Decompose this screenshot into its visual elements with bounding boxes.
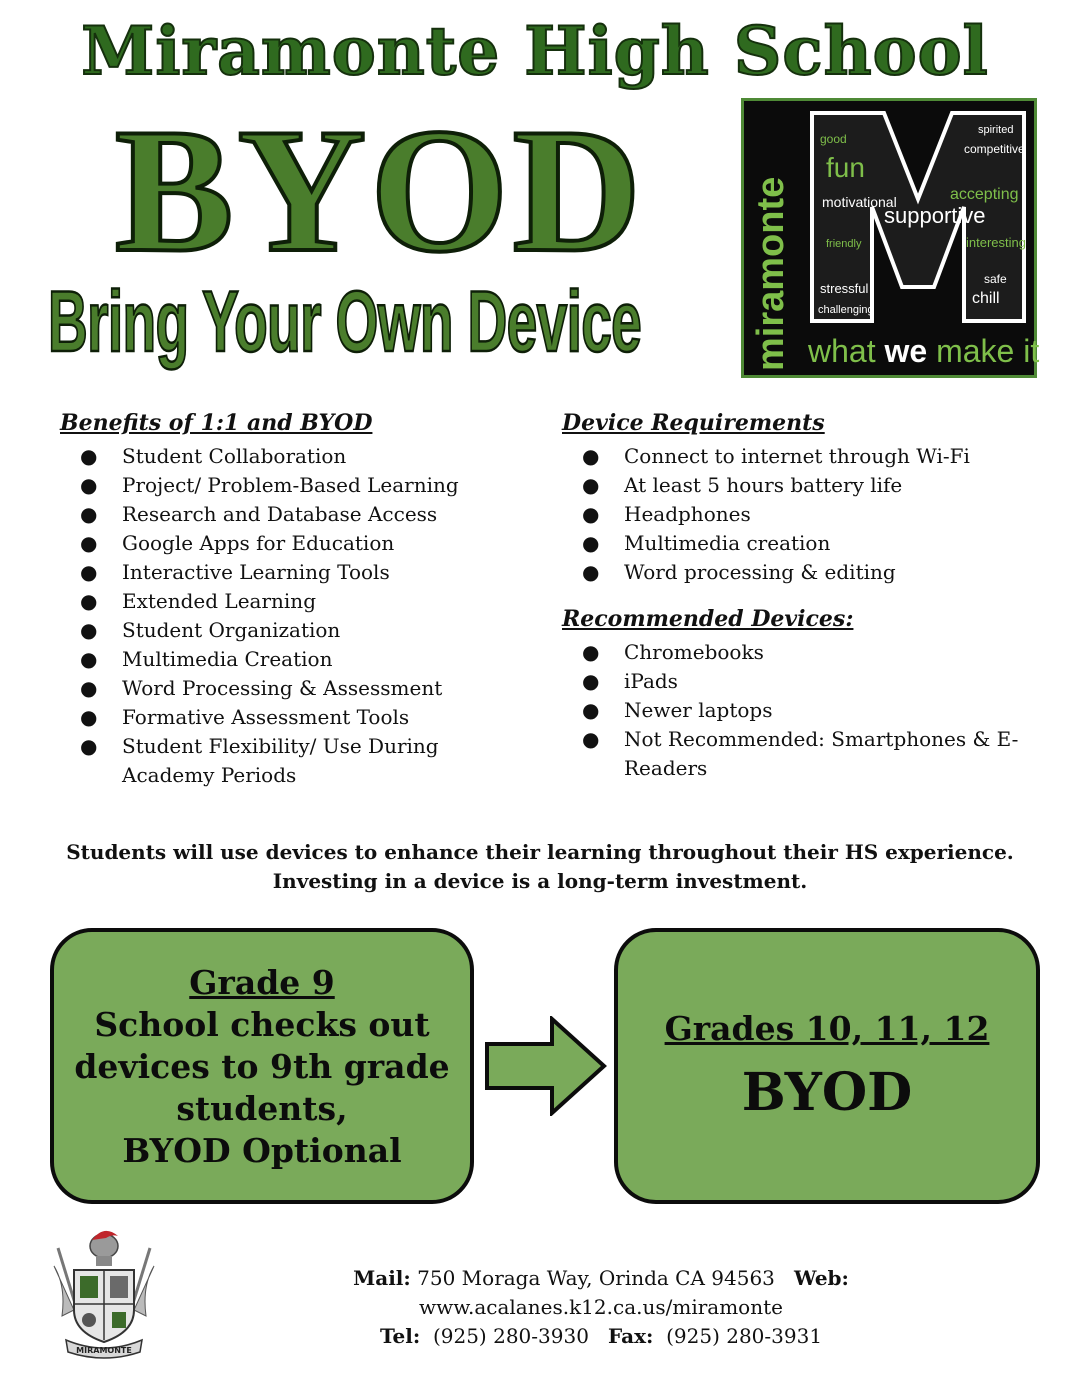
grade9-heading: Grade 9 xyxy=(189,963,335,1002)
school-crest-icon xyxy=(52,1226,156,1360)
list-item: ● Student Flexibility/ Use During Academy Periods xyxy=(80,734,439,787)
school-name: Miramonte High School xyxy=(81,12,989,90)
cloud-word: interesting xyxy=(966,235,1026,250)
contact-line-2 xyxy=(300,1293,902,1322)
upper-grades-box xyxy=(614,928,1040,1204)
logo-tagline-a: what xyxy=(808,333,876,369)
fax-number: (925) 280-3931 xyxy=(666,1324,823,1348)
bullet-icon: ● xyxy=(80,444,98,468)
contact-line-3 xyxy=(300,1322,902,1351)
tel-label: Tel: xyxy=(379,1324,421,1348)
bullet-icon: ● xyxy=(582,502,600,526)
list-item: ● Headphones xyxy=(562,500,1012,529)
bullet-icon: ● xyxy=(80,560,98,584)
bullet-icon: ● xyxy=(80,589,98,613)
grade9-line-4: BYOD Optional xyxy=(122,1131,402,1170)
bullet-icon: ● xyxy=(80,705,98,729)
bullet-icon: ● xyxy=(582,698,600,722)
logo-tagline-c: make it xyxy=(936,333,1040,369)
page-title: BYOD xyxy=(114,91,646,289)
contact-line-1 xyxy=(300,1264,902,1293)
crest-label: MIRAMONTE xyxy=(76,1346,132,1355)
cloud-word: safe xyxy=(984,272,1007,286)
list-item: ● Chromebooks xyxy=(562,638,1012,667)
requirements-heading: Device Requirements xyxy=(562,410,825,436)
bullet-icon: ● xyxy=(582,640,600,664)
mail-label: Mail: xyxy=(353,1266,411,1290)
cloud-word: motivational xyxy=(822,194,897,210)
statement-line-2: Investing in a device is a long-term investment. xyxy=(272,869,808,893)
bullet-icon: ● xyxy=(80,676,98,700)
bullet-icon: ● xyxy=(582,560,600,584)
recommended-list xyxy=(562,638,1019,783)
upper-grades-byod: BYOD xyxy=(741,1062,913,1123)
list-item: ● Extended Learning xyxy=(60,587,500,616)
cloud-word: fun xyxy=(826,152,865,183)
cloud-word: friendly xyxy=(826,238,862,250)
web-label: Web: xyxy=(793,1266,849,1290)
list-item: ● Student Collaboration xyxy=(60,442,500,471)
bullet-icon: ● xyxy=(80,502,98,526)
list-item: ● At least 5 hours battery life xyxy=(562,471,1012,500)
bullet-icon: ● xyxy=(582,531,600,555)
list-item: ● Not Recommended: Smartphones & E-Readers xyxy=(582,727,1019,780)
logo-m-wordcloud xyxy=(804,107,1032,331)
bullet-icon: ● xyxy=(582,444,600,468)
benefits-list xyxy=(60,442,500,790)
list-item: ● Research and Database Access xyxy=(60,500,500,529)
fax-label: Fax: xyxy=(608,1324,654,1348)
miramonte-logo xyxy=(741,98,1040,378)
bullet-icon: ● xyxy=(582,473,600,497)
logo-tagline xyxy=(808,333,1040,370)
list-item: ● Interactive Learning Tools xyxy=(60,558,500,587)
grade9-line-1: School checks out xyxy=(94,1005,430,1044)
web-address[interactable]: www.acalanes.k12.ca.us/miramonte xyxy=(419,1295,783,1319)
bullet-icon: ● xyxy=(80,618,98,642)
statement xyxy=(40,838,1040,896)
list-item: ● Formative Assessment Tools xyxy=(60,703,500,732)
logo-tagline-b: we xyxy=(884,333,928,369)
grade9-line-2: devices to 9th grade xyxy=(74,1047,450,1086)
bullet-icon: ● xyxy=(80,531,98,555)
cloud-word: spirited xyxy=(978,124,1014,136)
page-subtitle: Bring Your Own Device xyxy=(48,274,642,370)
cloud-word: competitive xyxy=(964,142,1025,156)
list-item: ● Word processing & editing xyxy=(562,558,1012,587)
statement-line-1: Students will use devices to enhance their learning throughout their HS experience. xyxy=(66,840,1014,864)
cloud-word: chill xyxy=(972,290,1000,307)
contact-info xyxy=(300,1264,902,1351)
mail-address: 750 Moraga Way, Orinda CA 94563 xyxy=(417,1266,775,1290)
recommended-section xyxy=(562,606,1019,783)
cloud-word: accepting xyxy=(950,186,1019,203)
list-item: ● Google Apps for Education xyxy=(60,529,500,558)
cloud-word: good xyxy=(820,132,847,146)
list-item: ● Word Processing & Assessment xyxy=(60,674,500,703)
cloud-word: challenging xyxy=(818,304,874,316)
right-arrow-icon xyxy=(484,1016,608,1116)
list-item: ● Multimedia creation xyxy=(562,529,1012,558)
bullet-icon: ● xyxy=(80,734,98,758)
list-item: ● iPads xyxy=(562,667,1012,696)
grade9-box xyxy=(50,928,474,1204)
recommended-heading: Recommended Devices: xyxy=(562,606,854,632)
bullet-icon: ● xyxy=(80,647,98,671)
upper-grades-heading: Grades 10, 11, 12 xyxy=(664,1009,990,1048)
bullet-icon: ● xyxy=(582,727,600,751)
tel-number: (925) 280-3930 xyxy=(432,1324,589,1348)
bullet-icon: ● xyxy=(582,669,600,693)
benefits-heading: Benefits of 1:1 and BYOD xyxy=(60,410,373,436)
list-item: ● Project/ Problem-Based Learning xyxy=(60,471,500,500)
cloud-word: supportive xyxy=(884,203,986,228)
cloud-word: stressful xyxy=(820,281,869,296)
list-item: ● Multimedia Creation xyxy=(60,645,500,674)
benefits-section xyxy=(60,410,500,790)
grade9-line-3: students, xyxy=(176,1089,348,1128)
requirements-section xyxy=(562,410,1012,587)
list-item: ● Connect to internet through Wi-Fi xyxy=(562,442,1012,471)
logo-vertical-text: miramonte xyxy=(750,176,792,371)
bullet-icon: ● xyxy=(80,473,98,497)
list-item: ● Student Organization xyxy=(60,616,500,645)
requirements-list xyxy=(562,442,1012,587)
list-item: ● Newer laptops xyxy=(562,696,1012,725)
